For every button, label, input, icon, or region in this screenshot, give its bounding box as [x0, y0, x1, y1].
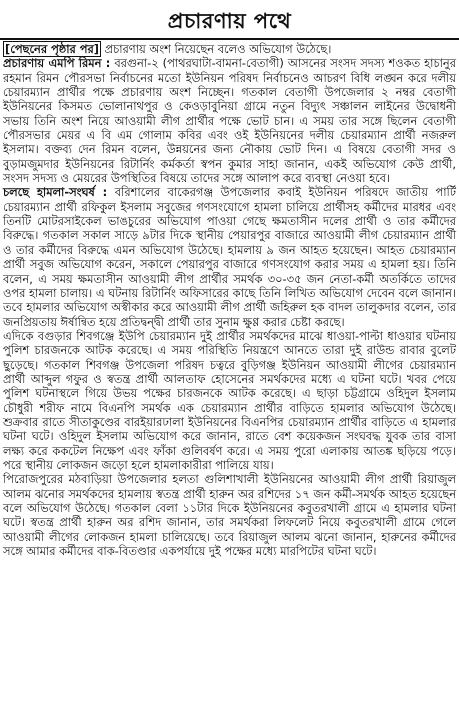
article-headline: প্রচারণায় পথে: [167, 9, 292, 33]
section-campaign-mp: [3, 56, 456, 185]
lead-paragraph: [3, 42, 456, 56]
article-body: [0, 42, 459, 558]
paragraph: পিরোজপুরের মঠবাড়িয়া উপজেলার হলতা গুলিশাখালী ইউনিয়নের আওয়ামী লীগ প্রার্থী রিয়াজুল আলম ঝনোর সমর্থকদের হামলায় স্বতন্ত্র প্রার্থী হারুন অর রশিদের ১৭ জন কর্মী-সমর্থক আহত হয়েছেন বলে অভিযোগ উঠেছে। গতকাল বেলা ১১টার দিকে ইউনিয়নের কবুতরখালী গ্রামে এ হামলার ঘটনা ঘটে। স্বতন্ত্র প্রার্থী হারুন অর রশিদ জানান, তার সমর্থকরা লিফলেট নিয়ে কবুতরখালী গ্রামে গেলে আওয়ামী লীগের লোকজন হামলা চালিয়েছে। তবে রিয়াজুল আলম ঝনো জানান, হারুনের কর্মীদের সঙ্গে আমার কর্মীদের বাক-বিতণ্ডার একপর্যায়ে দুই পক্ষের মধ্যে মারপিটের ঘটনা ঘটে।: [3, 472, 456, 559]
continued-from-label: [পেছনের পৃষ্ঠার পর]: [5, 42, 99, 56]
section-kicker: চলছে হামলা-সংঘর্ষ :: [3, 185, 108, 200]
headline-divider: [0, 38, 459, 40]
section-clashes: [3, 185, 456, 328]
lead-text: প্রচারণায় অংশ নিয়েছেন বলেও অভিযোগ উঠেছে।: [104, 42, 332, 56]
section-text: বরগুনা-২ (পাথরঘাটা-বামনা-বেতাগী) আসনের সংসদ সদস্য শওকত হাচানুর রহমান রিমন পৌরসভা নির্বাচনের মতো ইউনিয়ন পরিষদ নির্বাচনেও আচরণ বিধি লঙ্ঘন করে দলীয় চেয়ারম্যান প্রার্থীর পক্ষে প্রচারণায় অংশ নিচ্ছেন। গতকাল বেতাগী উপজেলার ২ নম্বর বেতাগী ইউনিয়নের কিসমত ভোলানাথপুর ও কেওড়াবুনিয়া গ্রামে নতুন বিদ্যুৎ সঞ্চালন লাইনের উদ্বোধনী সভায় তিনি অংশ নিয়ে আওয়ামী লীগ প্রার্থীর পক্ষে ভোট চান। এ সময় তার সঙ্গে ছিলেন বেতাগী পৌরসভার মেয়র এ বি এম গোলাম কবির এবং ওই ইউনিয়নের দলীয় চেয়ারম্যান প্রার্থী নজরুল ইসলাম। বক্তব্য দেন রিমন বলেন, উন্নয়নের জন্য নৌকায় ভোট দিন। এ বিষয়ে বেতাগী সদর ও বুড়ামজুমদার ইউনিয়নের রিটার্নিং কর্মকর্তা স্বপন কুমার সাহা জানান, একই অভিযোগ কেউ প্রার্থী, সংসদ সদস্য ও মেয়রের উপস্থিতির বিষয়ে তাদের সঙ্গে আলাপ করে ব্যবস্থা নেওয়া হবে।: [3, 56, 456, 186]
section-text: বরিশালের বাকেরগঞ্জ উপজেলার কবাই ইউনিয়ন পরিষদে জাতীয় পার্টি চেয়ারম্যান প্রার্থী রফিকুল ইসলাম সবুজের গণসংযোগে হামলা চালিয়ে প্রার্থীসহ কর্মীদের মারধর এবং তিনটি মোটরসাইকেল ভাঙচুরের অভিযোগ পাওয়া গেছে ক্ষমতাসীন দলের প্রার্থী ও তার কর্মীদের বিরুদ্ধে। গতকাল সকাল সাড়ে ৯টার দিকে স্থানীয় পেয়ারপুর বাজারে আওয়ামী লীগ চেয়ারম্যান প্রার্থী ও তার কর্মীদের বিরুদ্ধে এমন অভিযোগ উঠেছে। হামলায় ৯ জন আহত হয়েছেন। আহত চেয়ারম্যান প্রার্থী সবুজ অভিযোগ করেন, সকালে পেয়ারপুর বাজারে গণসংযোগ করার সময় এ হামলা হয়। তিনি বলেন, এ সময় ক্ষমতাসীন আওয়ামী লীগ প্রার্থীর সমর্থক ৩০-৩৫ জন নেতা-কর্মী অতর্কিতে তাদের ওপর হামলা চালায়। এ ঘটনায় রিটার্নিং অফিসারের কাছে তিনি লিখিত অভিযোগ দেবেন বলে জানান। তবে হামলার অভিযোগ অস্বীকার করে আওয়ামী লীগ প্রার্থী জহিরুল হক বাদল তালুকদার বলেন, তার জনপ্রিয়তায় ঈর্ষান্বিত হয়ে প্রতিদ্বন্দ্বী প্রার্থী তার সুনাম ক্ষুণ্ণ করার চেষ্টা করছে।: [3, 185, 456, 329]
news-clipping: [0, 8, 459, 704]
paragraph: এদিকে বগুড়ার শিবগঞ্জে ইউপি চেয়ারম্যান দুই প্রার্থীর সমর্থকদের মাঝে ধাওয়া-পাল্টা ধাওয়ার ঘটনায় পুলিশ চারজনকে আটক করেছে। এ সময় পরিস্থিতি নিয়ন্ত্রণে আনতে তারা দুই রাউন্ড রাবার বুলেট ছুড়েছে। গতকাল শিবগঞ্জ উপজেলা পরিষদ চত্বরে বুড়িগঞ্জ ইউনিয়ন আওয়ামী লীগের চেয়ারম্যান প্রার্থী আব্দুল গফুর ও স্বতন্ত্র প্রার্থী আলতাফ হোসেনের সমর্থকদের মধ্যে এ ঘটনা ঘটে। খবর পেয়ে পুলিশ ঘটনাস্থলে গিয়ে উভয় পক্ষের চারজনকে আটক করেছে। এ ছাড়া চট্টগ্রামে ওহিদুল ইসলাম চৌধুরী শরীফ নামে বিএনপি সমর্থক এক চেয়ারম্যান প্রার্থীর বাড়িতে হামলার অভিযোগ উঠেছে। শুক্রবার রাতে সীতাকুণ্ডের বারইয়ারঢালা ইউনিয়নের বিএনপির চেয়ারম্যান প্রার্থীর বাড়িতে এ হামলার ঘটনা ঘটে। ওহিদুল ইসলাম অভিযোগ করে জানান, রাতে বেশ কয়েকজন সংঘবদ্ধ যুবক তার বাসা লক্ষ্য করে ককটেল নিক্ষেপ এবং ফাঁকা গুলিবর্ষণ করে। এ সময় পুরো এলাকায় আতঙ্ক ছড়িয়ে পড়ে। পরে স্থানীয় লোকজন জড়ো হলে হামলাকারীরা পালিয়ে যায়।: [3, 328, 456, 472]
section-kicker: প্রচারণায় এমপি রিমন :: [3, 56, 111, 71]
